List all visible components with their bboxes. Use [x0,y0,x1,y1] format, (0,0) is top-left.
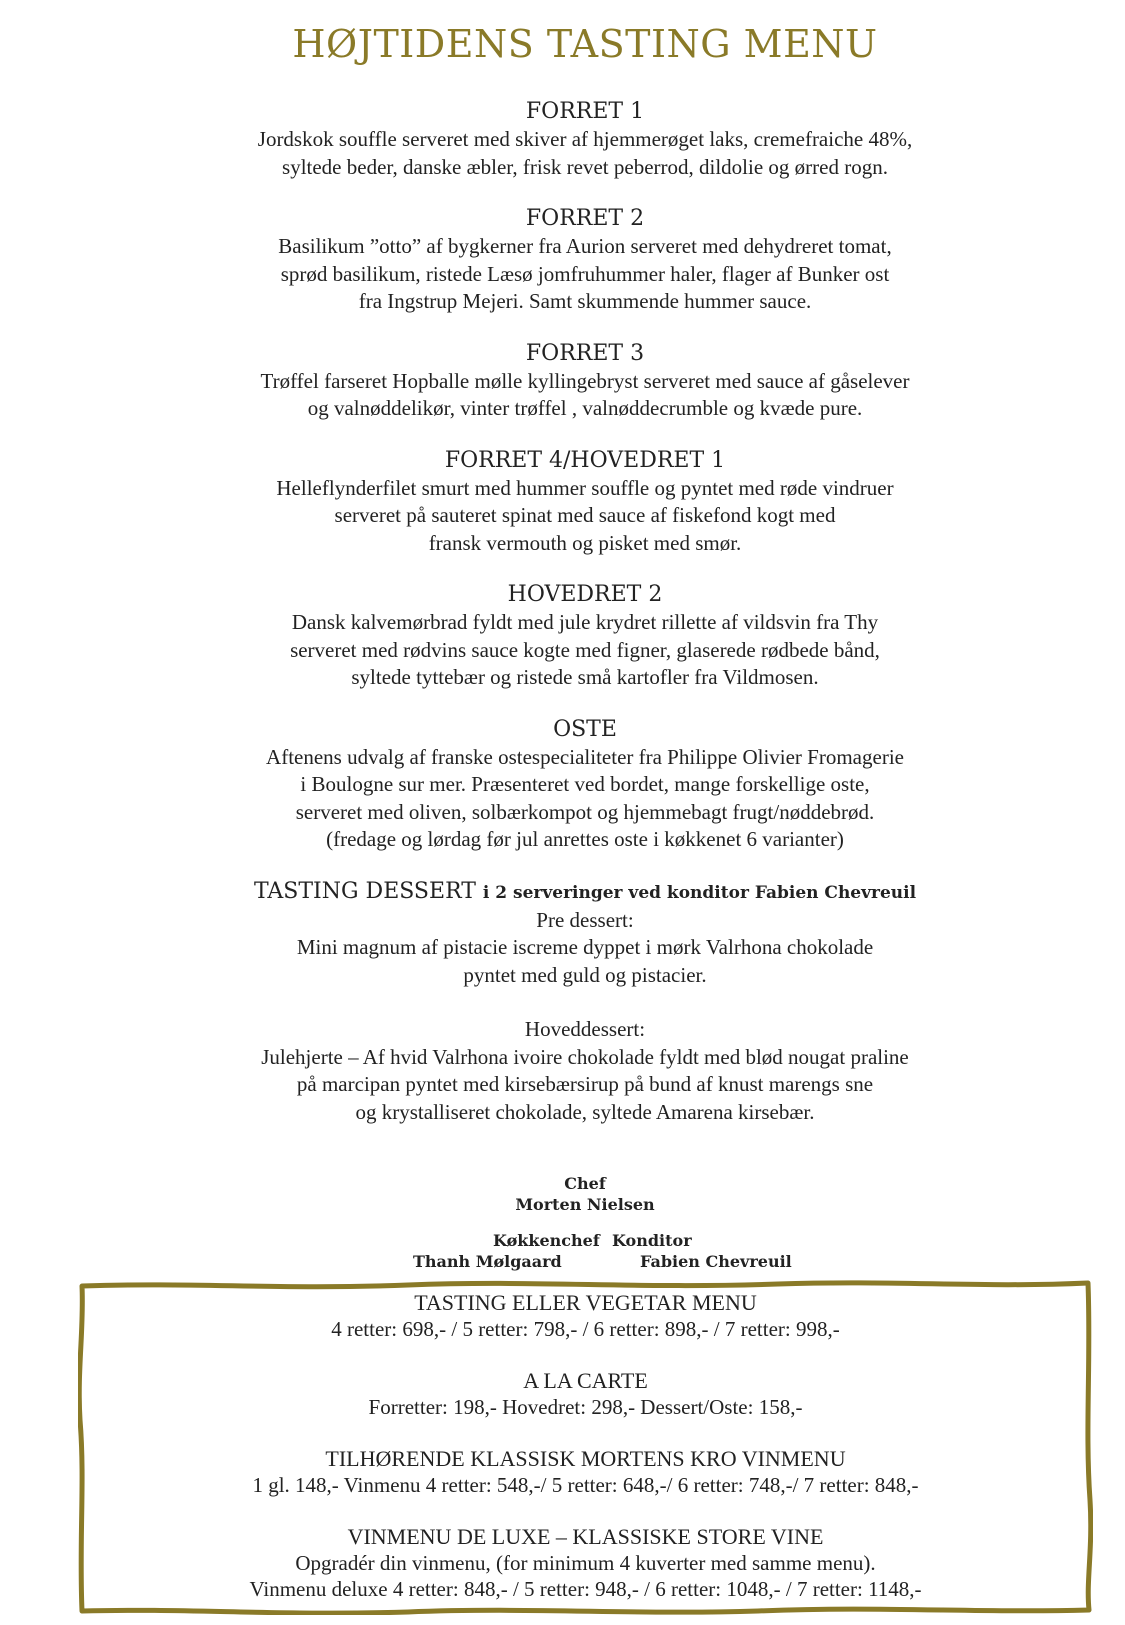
course-line: Julehjerte – Af hvid Valrhona ivoire chokolade fyldt med blød nougat praline [261,1044,909,1069]
pre-dessert-label: Pre dessert: [536,907,634,932]
price-line: Opgradér din vinmenu, (for minimum 4 kuverter med samme menu). [295,1551,876,1575]
course-heading: FORRET 1 [525,99,645,124]
course-line: serveret på sauteret spinat med sauce af fiskefond kogt med [334,503,836,527]
price-section-wine-deluxe [78,1524,1093,1602]
course-line: Helleflynderfilet smurt med hummer souffle og pyntet med røde vindruer [276,475,894,500]
price-section-wine [78,1446,1093,1498]
chef-title: Chef [564,1174,606,1193]
course-heading: FORRET 2 [525,206,645,231]
course-line: sprød basilikum, ristede Læsø jomfruhummer haler, flager af Bunker ost [280,261,890,286]
course-line: serveret med rødvins sauce kogte med figner, glaserede rødbede bånd, [290,637,880,662]
course-forret-2 [0,205,1125,316]
course-line: syltede beder, danske æbler, frisk revet peberrod, dildolie og ørred rogn. [282,154,888,179]
price-list [78,1290,1093,1602]
course-line: pyntet med guld og pistacier. [463,962,707,987]
course-line: Trøffel farseret Hopballe mølle kyllingebryst serveret med sauce af gåselever [260,368,910,393]
chef-name: Morten Nielsen [515,1195,655,1214]
dessert-subheading: i 2 serveringer ved konditor Fabien Chevreuil [482,882,917,903]
price-line: Vinmenu deluxe 4 retter: 848,- / 5 retter: 948,- / 6 retter: 1048,- / 7 retter: 1148,- [249,1577,922,1601]
course-forret-1 [0,98,1125,181]
price-box [78,1280,1093,1615]
price-heading: VINMENU DE LUXE – KLASSISKE STORE VINE [347,1524,824,1549]
course-dessert [0,878,1125,1127]
menu-courses [0,98,1125,1150]
course-line: på marcipan pyntet med kirsebærsirup på bund af knust marengs sne [296,1072,874,1096]
main-dessert-label: Hoveddessert: [524,1017,646,1041]
menu-title: HØJTIDENS TASTING MENU [292,22,878,66]
price-heading: TILHØRENDE KLASSISK MORTENS KRO VINMENU [325,1446,846,1471]
kitchen-chef-title: Køkkenchef [493,1231,600,1250]
course-line: fransk vermouth og pisket med smør. [428,530,742,555]
price-line: Forretter: 198,- Hovedret: 298,- Dessert/Oste: 158,- [368,1395,803,1419]
course-line: og valnøddelikør, vinter trøffel , valnøddecrumble og kvæde pure. [307,396,863,420]
course-line: serveret med oliven, solbærkompot og hjemmebagt frugt/nøddebrød. [295,799,875,824]
course-line: Dansk kalvemørbrad fyldt med jule krydret rillette af vildsvin fra Thy [291,610,879,634]
dessert-heading [0,878,1125,907]
course-heading: OSTE [553,716,617,742]
course-line: Aftenens udvalg af franske ostespecialiteter fra Philippe Olivier Fromagerie [266,744,904,769]
staff-credits [0,1173,1125,1273]
course-line: i Boulogne sur mer. Præsenteret ved bordet, mange forskellige oste, [300,772,870,796]
course-heading: FORRET 4/HOVEDRET 1 [444,447,726,473]
kitchen-chef-name: Thanh Mølgaard [413,1252,562,1271]
price-section-tasting [78,1290,1093,1342]
pastry-chef-title: Konditor [612,1231,692,1250]
course-line: fra Ingstrup Mejeri. Samt skummende hummer sauce. [358,289,812,313]
course-line: Mini magnum af pistacie iscreme dyppet i mørk Valrhona chokolade [296,935,874,959]
course-forret-4 [0,447,1125,558]
price-section-a-la-carte [78,1368,1093,1420]
course-heading: HOVEDRET 2 [507,582,663,607]
pastry-chef-name: Fabien Chevreuil [640,1252,792,1271]
course-heading: FORRET 3 [525,340,645,366]
course-line: (fredage og lørdag før jul anrettes oste i køkkenet 6 varianter) [326,827,844,851]
price-line: 4 retter: 698,- / 5 retter: 798,- / 6 retter: 898,- / 7 retter: 998,- [331,1317,840,1341]
course-hovedret-2 [0,581,1125,692]
course-line: syltede tyttebær og ristede små kartofler fra Vildmosen. [351,665,819,689]
course-oste [0,716,1125,854]
price-heading: TASTING ELLER VEGETAR MENU [414,1290,757,1315]
course-line: og krystalliseret chokolade, syltede Amarena kirsebær. [355,1099,815,1124]
price-line: 1 gl. 148,- Vinmenu 4 retter: 548,-/ 5 retter: 648,-/ 6 retter: 748,-/ 7 retter: 848,- [252,1473,919,1497]
course-line: Basilikum ”otto” af bygkerner fra Aurion serveret med dehydreret tomat, [278,234,892,258]
price-heading: A LA CARTE [523,1368,648,1393]
course-forret-3 [0,340,1125,423]
dessert-heading-text: TASTING DESSERT [253,878,476,904]
course-line: Jordskok souffle serveret med skiver af hjemmerøget laks, cremefraiche 48%, [257,127,913,151]
